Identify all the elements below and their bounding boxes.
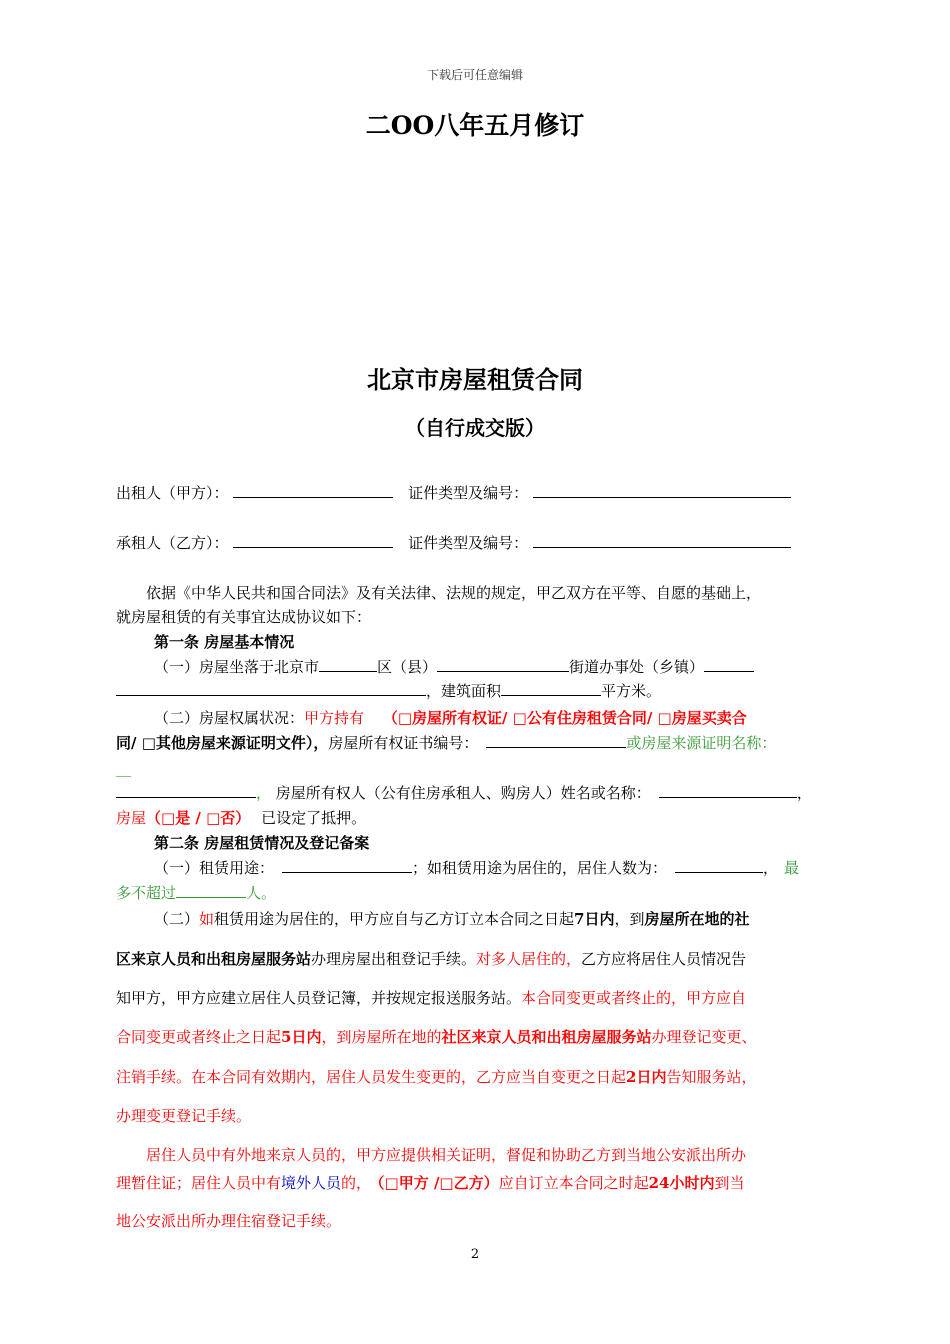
max-occupants-blank[interactable]	[176, 882, 246, 898]
clause-2-text-3: 乙方应将居住人员情况告	[581, 950, 747, 968]
purpose-blank[interactable]	[282, 857, 412, 873]
intro-line-1: 依据《中华人民共和国合同法》及有关法律、法规的规定，甲乙双方在平等、自愿的基础上，	[146, 584, 762, 602]
party-a-row	[116, 482, 840, 504]
clause-3-24h: 24小时内	[648, 1174, 715, 1192]
clause-2-text-4: 知甲方，甲方应建立居住人员登记簿，并按规定报送服务站。	[116, 989, 522, 1007]
area-label: ，建筑面积	[426, 682, 502, 700]
street-label: 街道办事处（乡镇）	[569, 658, 705, 676]
art2-2-line-3	[116, 987, 840, 1009]
street-blank[interactable]	[437, 656, 569, 672]
address-blank[interactable]	[116, 680, 426, 696]
source-doc-label: 或房屋来源证明名称：	[626, 734, 777, 752]
clause-2-5days: 5日内	[281, 1028, 322, 1046]
clause-2-change-b: 合同变更或者终止之日起	[116, 1028, 282, 1046]
art2-1-line-1	[116, 857, 878, 879]
purpose-label: （一）租赁用途：	[154, 859, 275, 877]
clause-2-multi: 对多人居住的，	[476, 950, 582, 968]
clause-3-text-2: 的，	[341, 1174, 372, 1192]
art1-2-line-3: __	[116, 759, 131, 777]
art1-1-line-1	[116, 656, 878, 678]
ownership-options[interactable]: （□房屋所有权证/ □公有住房租赁合同/ □房屋买卖合	[382, 709, 747, 727]
occupants-blank[interactable]	[675, 857, 763, 873]
mortgage-label: 房屋	[116, 809, 147, 827]
art2-2-line-6: 办理变更登记手续。	[116, 1107, 252, 1125]
article-1-title: 第一条 房屋基本情况	[154, 633, 295, 651]
art2-3-line-3: 地公安派出所办理住宿登记手续。	[116, 1212, 342, 1230]
area-blank[interactable]	[501, 680, 601, 696]
party-a-id-label: 证件类型及编号：	[408, 484, 529, 502]
art2-2-line-1	[116, 908, 878, 930]
party-a-label: 出租人（甲方）：	[116, 484, 229, 502]
party-b-blank[interactable]	[233, 532, 393, 548]
ownership-holder: 甲方持有	[304, 709, 365, 727]
occupants-label: ；如租赁用途为居住的，居住人数为：	[412, 859, 668, 877]
revision-date: 二OO八年五月修订	[365, 111, 585, 140]
owner-name-label: 房屋所有权人（公有住房承租人、购房人）姓名或名称：	[275, 784, 651, 802]
art2-3-line-2	[116, 1172, 840, 1194]
clause-2-num: （二）	[154, 910, 200, 928]
art1-2-line-5	[116, 807, 840, 829]
clause-2-station-a: 房屋所在地的社	[644, 910, 750, 928]
intro-line-2: 就房屋租赁的有关事宜达成协议如下：	[116, 608, 372, 626]
certificate-no-label: 房屋所有权证书编号：	[328, 734, 479, 752]
clause-3-text-1: 理暂住证；居住人员中有	[116, 1174, 282, 1192]
area-unit: 平方米。	[601, 682, 662, 700]
comma-3: ，	[763, 859, 779, 877]
header-note: 下载后可任意编辑	[426, 68, 523, 82]
clause-2-if: 如	[199, 910, 215, 928]
clause-2-text-2: 办理房屋出租登记手续。	[311, 950, 477, 968]
party-a-id-blank[interactable]	[533, 482, 791, 498]
clause-2-to: ，到	[614, 910, 645, 928]
art1-2-line-2	[116, 732, 840, 754]
clause-2-change-e: 注销手续。在本合同有效期内，居住人员发生变更的，乙方应当自变更之日起	[116, 1068, 627, 1086]
clause-3-foreign: 境外人员	[281, 1174, 342, 1192]
clause-3-text-3: 应自订立本合同之时起	[498, 1174, 649, 1192]
persons-unit: 人。	[246, 884, 277, 902]
certificate-no-blank[interactable]	[486, 732, 626, 748]
art1-1-location-label: （一）房屋坐落于北京市	[154, 658, 320, 676]
art2-2-line-2	[116, 948, 840, 970]
clause-3-text-4: 到当	[714, 1174, 745, 1192]
township-blank[interactable]	[704, 656, 754, 672]
ownership-label: （二）房屋权属状况：	[154, 709, 305, 727]
clause-2-change-c: ，到房屋所在地的	[321, 1028, 442, 1046]
clause-2-station-b: 区来京人员和出租房屋服务站	[116, 950, 312, 968]
source-doc-blank[interactable]	[116, 782, 256, 798]
party-b-row	[116, 532, 840, 554]
mortgage-text: 已设定了抵押。	[261, 809, 367, 827]
ownership-options-cont[interactable]: 同/ □其他房屋来源证明文件），	[116, 734, 329, 752]
party-b-id-blank[interactable]	[533, 532, 791, 548]
clause-2-change-a: 本合同变更或者终止的，甲方应自	[521, 989, 747, 1007]
clause-2-change-f: 告知服务站，	[666, 1068, 757, 1086]
district-blank[interactable]	[319, 656, 377, 672]
party-b-label: 承租人（乙方）：	[116, 534, 229, 552]
clause-2-change-d: 办理登记变更、	[651, 1028, 757, 1046]
art2-3-line-1: 居住人员中有外地来京人员的，甲方应提供相关证明，督促和协助乙方到当地公安派出所办	[146, 1146, 747, 1164]
contract-subtitle: （自行成交版）	[405, 416, 545, 440]
clause-3-options[interactable]: （□甲方 /□乙方）	[377, 1174, 499, 1192]
max-label-a: 最	[784, 859, 800, 877]
art2-2-line-5	[116, 1066, 840, 1088]
district-label: 区（县）	[377, 658, 438, 676]
clause-2-2days: 2日内	[626, 1068, 667, 1086]
art2-2-line-4	[116, 1026, 840, 1048]
clause-2-7days: 7日内	[574, 910, 615, 928]
art1-2-line-4	[116, 782, 840, 804]
mortgage-options[interactable]: （□是 / □否）	[146, 809, 251, 827]
article-2-title: 第二条 房屋租赁情况及登记备案	[154, 834, 370, 852]
art1-1-line-2	[116, 680, 840, 702]
art1-2-line-1	[116, 707, 878, 729]
clause-2-text-1: 租赁用途为居住的，甲方应自与乙方订立本合同之日起	[214, 910, 575, 928]
party-b-id-label: 证件类型及编号：	[408, 534, 529, 552]
art2-1-line-2	[116, 882, 840, 904]
max-label-b: 多不超过	[116, 884, 177, 902]
comma: ，	[256, 784, 272, 802]
contract-title: 北京市房屋租赁合同	[367, 365, 583, 394]
comma-2: ，	[796, 784, 812, 802]
owner-name-blank[interactable]	[659, 782, 797, 798]
clause-2-station-c: 社区来京人员和出租房屋服务站	[441, 1028, 652, 1046]
page-number: 2	[470, 1247, 480, 1262]
party-a-blank[interactable]	[233, 482, 393, 498]
